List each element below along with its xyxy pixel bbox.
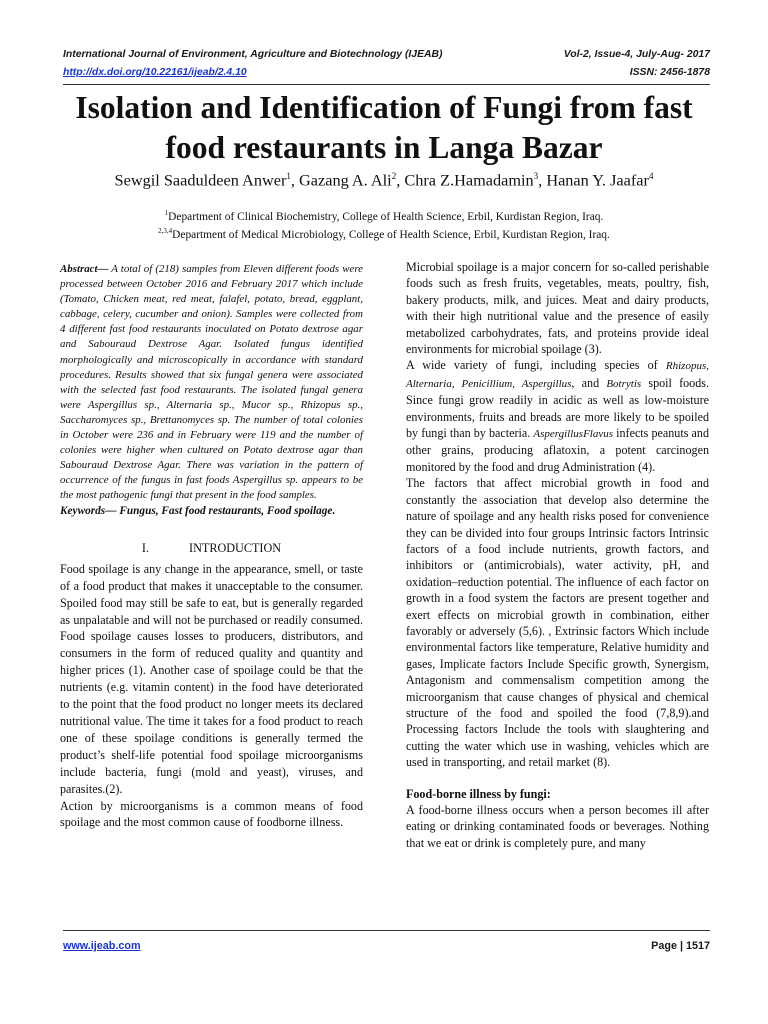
author-name: Sewgil Saaduldeen Anwer <box>114 170 287 190</box>
section-heading <box>60 540 363 557</box>
author-list: Sewgil Saaduldeen Anwer$^1$, Gazang A. Ali$^2$, Chra Z.Hamadamin$^3$, Hanan Y. Jaafar$^4$ <box>114 170 654 190</box>
footer-divider <box>63 930 710 931</box>
abstract-text: A total of (218) samples from Eleven different foods were processed between October 2016 and February 2017 which include (Tomato, Chicken meat, red meat, falafel, potato, bread, eggplant, cabbage, celery, cucumber and onion). Samples were collected from 4 different fast food restaurants inoculated on Potato dextrose agar and Sabouraud Dextrose Agar. Isolated fungus identified morphologically and microscopically in accordance with standard procedures. Results showed that six fungal genera were associated with the selected fast food restaurants. The isolated fungal genera were Aspergillus sp., Alternaria sp., Mucor sp., Rhizopus sp., Saccharomyces sp., Brettanomyces sp. The number of total colonies in October were 236 and in February were 119 and the number of colonies were higher when cultured on Potato dextrose agar than Sabouraud Dextrose Agar. There was variation in the pattern of occurrence of the fungus in fast foods Aspergillus sp. appears to be the most pathogenic fungi that present in the food samples. <box>60 263 363 502</box>
text-run: spoil foods. Since fungi grow readily in acidic as well as low-moisture environments, fruits and breads are more likely to be spoiled by fungi than by bacteria. <box>406 375 710 441</box>
author-sup: 2 <box>391 171 397 181</box>
species-name: Botrytis <box>606 377 642 390</box>
affiliation <box>40 224 728 243</box>
species-name: Rhizopus, <box>665 360 709 373</box>
keywords-label: Keywords— <box>60 504 117 517</box>
affiliation-text: Department of Clinical Biochemistry, College of Health Science, Erbil, Kurdistan Region, Iraq. <box>168 210 604 223</box>
author-name: Chra Z.Hamadamin <box>404 170 534 190</box>
page-header <box>63 46 710 82</box>
abstract-label: Abstract— <box>60 263 109 275</box>
species-name: Alternaria, Penicillium, Aspergillus <box>406 377 572 390</box>
section-title: INTRODUCTION <box>189 540 282 555</box>
intro-paragraph: Food spoilage is any change in the appearance, smell, or taste of a food product that makes it unacceptable to the consumer. Spoiled food may still be safe to eat, but is generally regarded as unpalatable and will not be purchased or readily consumed. Food spoilage causes losses to producers, distributors, and consumers in the form of reduced quality and quantity and higher prices (1). Another case of spoilage could be that the nutrients (e.g. vitamin content) in the food have deteriorated to the point that the food product no longer meets its declared nutritional value. The time it takes for a food product to reach one of these spoilage conditions is generally termed the product’s shelf-life potential food spoilage microorganisms include bacteria, fungi (mold and yeast), viruses, and parasites.(2). <box>60 561 363 796</box>
section-number: I. <box>141 540 150 555</box>
affiliation <box>40 206 728 225</box>
page-footer <box>63 938 710 954</box>
left-column <box>60 262 363 831</box>
species-name: AspergillusFlavus <box>533 428 614 441</box>
author-sup: 4 <box>648 171 654 181</box>
text-run: A wide variety of fungi, including species of <box>406 358 666 373</box>
affiliation-sup: 1 <box>164 209 169 217</box>
journal-url[interactable]: www.ijeab.com <box>63 940 141 952</box>
intro-paragraph: Action by microorganisms is a common means of food spoilage and the most common cause of foodborne illness. <box>60 798 363 830</box>
keywords-text: Fungus, Fast food restaurants, Food spoilage. <box>116 504 336 517</box>
volume-info: Vol-2, Issue-4, July-Aug- 2017 <box>563 49 710 60</box>
keywords <box>60 504 363 519</box>
header-divider <box>63 84 710 85</box>
body-paragraph: A food-borne illness occurs when a person becomes ill after eating or drinking contaminated foods or beverages. Nothing that we eat or drink is completely pure, and many <box>406 803 709 850</box>
affiliation-sup: 2,3,4 <box>158 227 173 235</box>
text-run: infects peanuts and other grains, producing aflatoxin, a potent carcinogen monitored by the food and drug Administration (4). <box>406 426 709 474</box>
abstract <box>60 262 363 504</box>
affiliation-text: Department of Medical Microbiology, College of Health Science, Erbil, Kurdistan Region, Iraq. <box>172 228 610 241</box>
text-run: , and <box>571 375 607 390</box>
author-sup: 1 <box>286 171 291 181</box>
page-number: Page | 1517 <box>651 940 710 952</box>
body-paragraph: The factors that affect microbial growth in food and constantly the association that develop also determine the nature of spoilage and any health risks posed for convenience they can be divided into four groups Intrinsic factors Intrinsic factors of a food include nutrients, growth factors, and inhibitors or (antimicrobials), water activity, pH, and oxidation–reduction potential. The influence of each factor on growth in a food system the factors are present together and exert effects on microbial growth in combination, either favorably or adversely (5,6). , Extrinsic factors Which include environmental factors like temperature, Relative humidity and gases, Implicate factors Include Specific growth, Synergism, Antagonism and commensalism competition among the microorganism that cause changes of physical and chemical structure of the food and spoiled the food (7,8,9).and Processing factors Include the tools with slaughtering and cutting the water which use in washing, vehicles which are used in transporting, and retail market (8). <box>406 476 709 770</box>
subsection-heading: Food-borne illness by fungi: <box>406 786 551 801</box>
body-paragraph <box>406 357 709 475</box>
journal-name: International Journal of Environment, Agriculture and Biotechnology (IJEAB) <box>63 49 443 60</box>
issn: ISSN: 2456-1878 <box>629 67 710 78</box>
title-line-2: food restaurants in Langa Bazar <box>165 130 603 165</box>
right-column <box>406 259 709 851</box>
body-paragraph: Microbial spoilage is a major concern for so-called perishable foods such as fresh fruits, vegetables, meats, poultry, fish, bakery products, milk, and juices. Meat and dairy products, with their high nutritional value and the presence of easily metabolized carbohydrates, fats, and proteins provide ideal environments for microbial spoilage (3). <box>406 260 709 357</box>
doi-link[interactable]: http://dx.doi.org/10.22161/ijeab/2.4.10 <box>63 67 247 78</box>
title-line-1: Isolation and Identification of Fungi from fast <box>75 90 693 125</box>
author-sup: 3 <box>533 171 539 181</box>
author-name: Hanan Y. Jaafar <box>546 170 649 190</box>
author-name: Gazang A. Ali <box>299 170 392 190</box>
paper-title <box>40 88 728 168</box>
